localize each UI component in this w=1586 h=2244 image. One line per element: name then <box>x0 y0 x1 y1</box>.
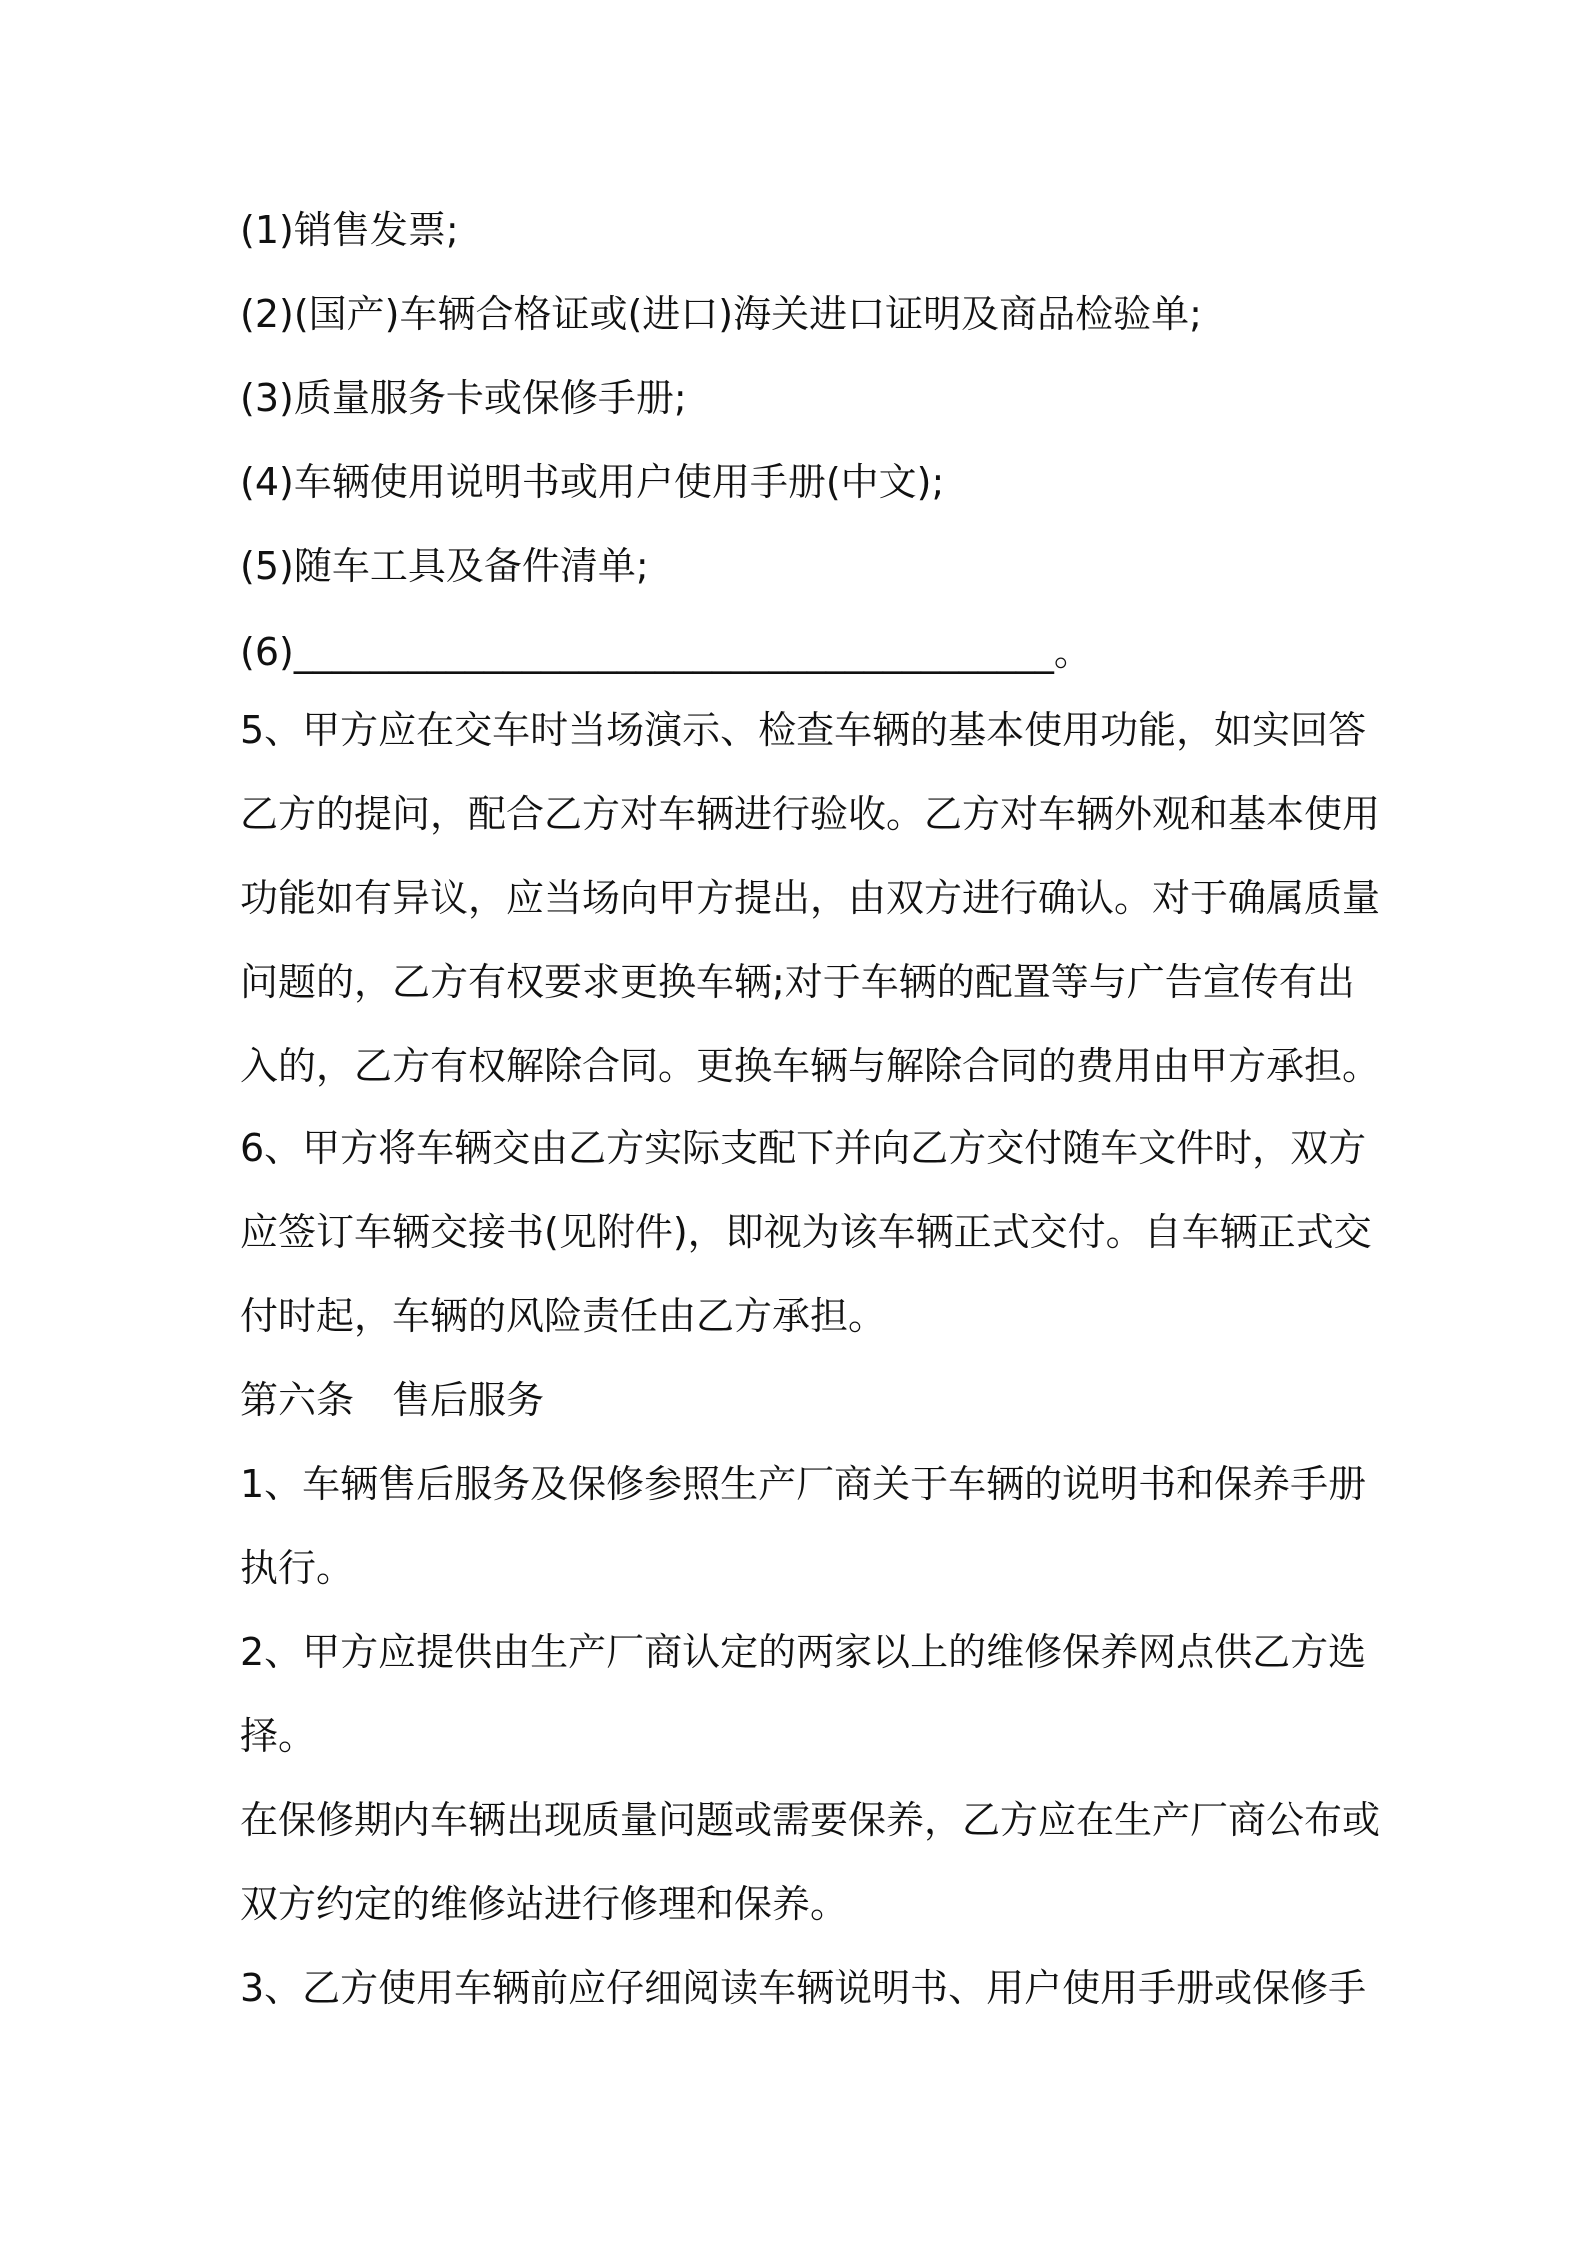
after-sales-1-line: 执行。 <box>240 1546 355 1590</box>
list-item: (4)车辆使用说明书或用户使用手册(中文); <box>240 460 945 504</box>
clause-5-line: 入的，乙方有权解除合同。更换车辆与解除合同的费用由甲方承担。 <box>240 1044 1381 1088</box>
after-sales-2-line: 2、甲方应提供由生产厂商认定的两家以上的维修保养网点供乙方选 <box>240 1630 1367 1674</box>
clause-5-line: 5、甲方应在交车时当场演示、检查车辆的基本使用功能，如实回答 <box>240 708 1367 752</box>
warranty-paragraph-line: 双方约定的维修站进行修理和保养。 <box>240 1882 849 1926</box>
clause-6-line: 应签订车辆交接书(见附件)，即视为该车辆正式交付。自车辆正式交 <box>240 1210 1372 1254</box>
after-sales-2-line: 择。 <box>240 1714 317 1758</box>
clause-5-line: 功能如有异议，应当场向甲方提出，由双方进行确认。对于确属质量 <box>240 876 1381 920</box>
article-heading: 第六条 售后服务 <box>240 1378 545 1422</box>
clause-5-line: 问题的，乙方有权要求更换车辆;对于车辆的配置等与广告宣传有出 <box>240 960 1355 1004</box>
clause-6-line: 付时起，车辆的风险责任由乙方承担。 <box>240 1294 887 1338</box>
list-item: (1)销售发票; <box>240 208 459 252</box>
after-sales-3-line: 3、乙方使用车辆前应仔细阅读车辆说明书、用户使用手册或保修手 <box>240 1966 1367 2010</box>
after-sales-1-line: 1、车辆售后服务及保修参照生产厂商关于车辆的说明书和保养手册 <box>240 1462 1367 1506</box>
list-item: (3)质量服务卡或保修手册; <box>240 376 687 420</box>
clause-5-line: 乙方的提问，配合乙方对车辆进行验收。乙方对车辆外观和基本使用 <box>240 792 1381 836</box>
warranty-paragraph-line: 在保修期内车辆出现质量问题或需要保养，乙方应在生产厂商公布或 <box>240 1798 1381 1842</box>
clause-6-line: 6、甲方将车辆交由乙方实际支配下并向乙方交付随车文件时，双方 <box>240 1126 1367 1170</box>
list-item: (5)随车工具及备件清单; <box>240 544 649 588</box>
list-item-blank: (6)________________________________________。 <box>240 630 1092 674</box>
list-item: (2)(国产)车辆合格证或(进口)海关进口证明及商品检验单; <box>240 292 1202 336</box>
